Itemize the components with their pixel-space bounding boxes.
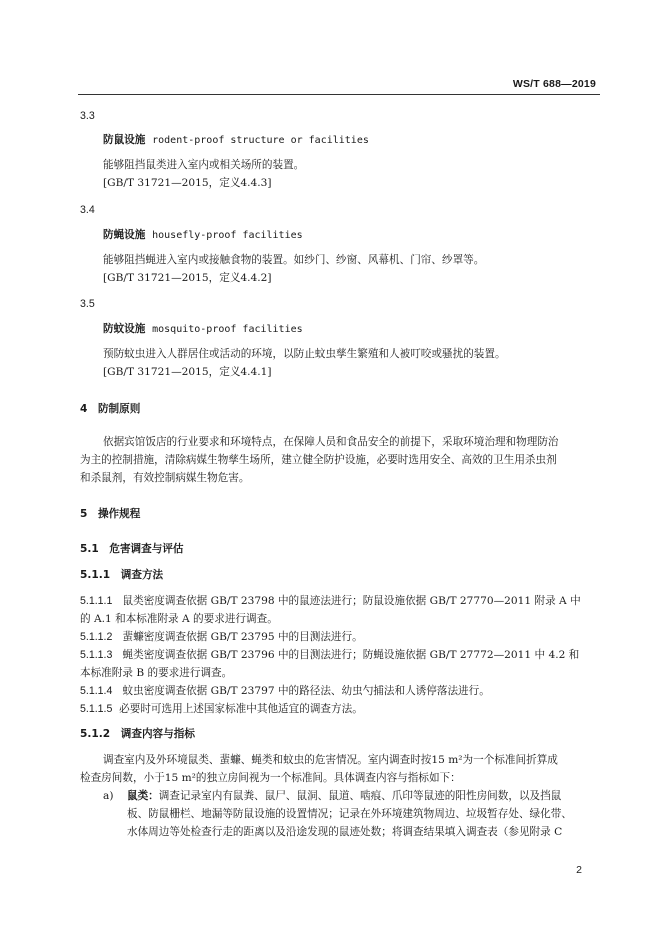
term-line bbox=[103, 229, 303, 242]
clause-line: 本标准附录 B 的要求进行调查。 bbox=[80, 667, 233, 679]
term-en: housefly-proof facilities bbox=[152, 230, 303, 241]
term-definition: 预防蚊虫进入人群居住或活动的环境，以防止蚊虫孳生繁殖和人被叮咬或骚扰的装置。 bbox=[103, 348, 506, 360]
clause-text: 鼠类密度调查依据 GB/T 23798 中的鼠迹法进行；防鼠设施依据 GB/T 27770—2011 附录 A 中 bbox=[122, 595, 581, 607]
standard-code: WS/T 688—2019 bbox=[512, 78, 596, 90]
page-number: 2 bbox=[576, 864, 582, 876]
term-cn: 防蚊设施 bbox=[103, 323, 146, 335]
term-cn: 防蝇设施 bbox=[103, 229, 146, 241]
clause-line bbox=[80, 595, 581, 608]
clause-line bbox=[80, 685, 490, 698]
paragraph-line: 检查房间数，小于15 m²的独立房间视为一个标准间。具体调查内容与指标如下： bbox=[80, 772, 461, 784]
paragraph-line: 和杀鼠剂，有效控制病媒生物危害。 bbox=[80, 472, 250, 484]
list-item-line bbox=[127, 790, 561, 803]
term-definition: 能够阻挡蝇进入室内或接触食物的装置。如纱门、纱窗、风幕机、门帘、纱罩等。 bbox=[103, 254, 485, 266]
clause-number: 5.1.1.4 bbox=[80, 685, 113, 697]
clause-number: 5.1.1.2 bbox=[80, 631, 113, 643]
paragraph-line: 为主的控制措施，清除病媒生物孳生场所，建立健全防护设施，必要时选用安全、高效的卫生用杀虫剂 bbox=[80, 454, 557, 466]
subsection-heading: 5.1.1 调查方法 bbox=[80, 569, 164, 581]
clause-number: 5.1.1.3 bbox=[80, 649, 113, 661]
list-label: a) bbox=[103, 790, 114, 802]
term-en: rodent-proof structure or facilities bbox=[152, 135, 369, 146]
term-line bbox=[103, 134, 369, 147]
clause-line bbox=[80, 649, 579, 662]
section-number: 3.3 bbox=[80, 110, 95, 122]
term-definition: 能够阻挡鼠类进入室内或相关场所的装置。 bbox=[103, 159, 305, 171]
clause-line bbox=[80, 703, 363, 716]
term-line bbox=[103, 323, 303, 336]
clause-line: 的 A.1 和本标准附录 A 的要求进行调查。 bbox=[80, 613, 278, 625]
section-number: 3.4 bbox=[80, 204, 95, 216]
section-number: 3.5 bbox=[80, 298, 95, 310]
clause-number: 5.1.1.5 bbox=[80, 703, 113, 715]
paragraph-line: 调查室内及外环境鼠类、蜚蠊、蝇类和蚊虫的危害情况。室内调查时按15 m²为一个标准间折算成 bbox=[103, 754, 558, 766]
list-item-line: 板、防鼠栅栏、地漏等防鼠设施的设置情况；记录在外环境建筑物周边、垃圾暂存处、绿化带、 bbox=[127, 808, 572, 820]
clause-line bbox=[80, 631, 363, 644]
term-cn: 防鼠设施 bbox=[103, 134, 146, 146]
list-item-text: 调查记录室内有鼠粪、鼠尸、鼠洞、鼠道、啮痕、爪印等鼠迹的阳性房间数，以及挡鼠 bbox=[158, 790, 562, 802]
term-source: [GB/T 31721—2015，定义4.4.1] bbox=[103, 366, 272, 378]
subsection-heading: 5.1.2 调查内容与指标 bbox=[80, 728, 195, 740]
clause-text: 蚊虫密度调查依据 GB/T 23797 中的路径法、幼虫勺捕法和人诱停落法进行。 bbox=[122, 685, 490, 697]
clause-text: 必要时可选用上述国家标准中其他适宜的调查方法。 bbox=[119, 703, 363, 715]
subsection-heading: 5.1 危害调查与评估 bbox=[80, 543, 184, 555]
section-heading: 4 防制原则 bbox=[80, 403, 141, 415]
clause-text: 蜚蠊密度调查依据 GB/T 23795 中的目测法进行。 bbox=[122, 631, 363, 643]
header-rule bbox=[78, 94, 600, 95]
term-source: [GB/T 31721—2015，定义4.4.3] bbox=[103, 177, 272, 189]
paragraph-line: 依据宾馆饭店的行业要求和环境特点，在保障人员和食品安全的前提下，采取环境治理和物理防治 bbox=[103, 436, 559, 448]
list-item-line: 水体周边等处检查行走的距离以及沿途发现的鼠迹处数；将调查结果填入调查表（参见附录 C bbox=[127, 826, 563, 838]
list-item-title: 鼠类： bbox=[127, 790, 159, 802]
clause-number: 5.1.1.1 bbox=[80, 595, 113, 607]
section-heading: 5 操作规程 bbox=[80, 508, 141, 520]
term-source: [GB/T 31721—2015，定义4.4.2] bbox=[103, 272, 272, 284]
clause-text: 蝇类密度调查依据 GB/T 23796 中的目测法进行；防蝇设施依据 GB/T 27772—2011 中 4.2 和 bbox=[122, 649, 580, 661]
term-en: mosquito-proof facilities bbox=[152, 324, 303, 335]
